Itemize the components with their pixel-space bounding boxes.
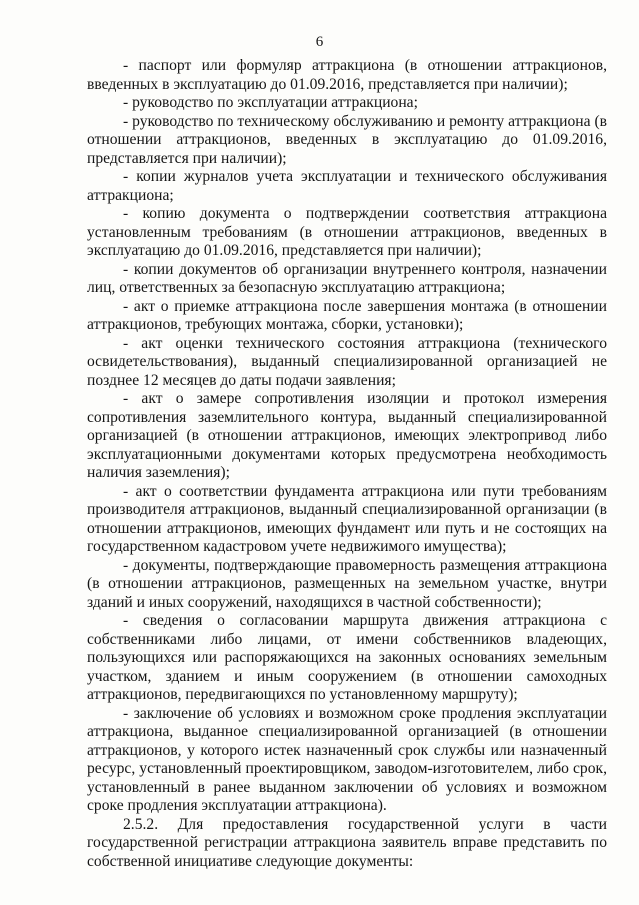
- paragraph-placement-documents: - документы, подтверждающие правомерность размещения аттракциона (в отношении аттракционов, размещенных на земельном участке, внутри зданий и иных сооружений, находящихся в частной собственности);: [87, 556, 607, 611]
- paragraph-conformity-document: - копию документа о подтверждении соответствия аттракциона установленным требованиям (в отношении аттракционов, введенных в эксплуатацию до 01.09.2016, представляется при наличии);: [87, 205, 607, 259]
- paragraph-passport: - паспорт или формуляр аттракциона (в отношении аттракционов, введенных в эксплуатацию до 01.09.2016, представляется при наличии);: [87, 57, 607, 93]
- paragraph-maintenance-manual: - руководство по техническому обслуживанию и ремонту аттракциона (в отношении аттракционов, введенных в эксплуатацию до 01.09.2016, представляется при наличии);: [87, 112, 607, 167]
- paragraph-internal-control: - копии документов об организации внутреннего контроля, назначении лиц, ответственных за безопасную эксплуатацию аттракциона;: [87, 260, 607, 296]
- paragraph-section-2-5-2: 2.5.2. Для предоставления государственной услуги в части государственной регистрации аттракциона заявитель вправе представить по собственной инициативе следующие документы:: [87, 815, 607, 870]
- paragraph-route-approval: - сведения о согласовании маршрута движения аттракциона с собственниками либо лицами, от имени собственников владеющих, пользующихся или распоряжающихся на законных основаниях земельным участком, зданием и иным сооружением (в отношении самоходных аттракционов, передвигающихся по установленному маршруту);: [87, 612, 607, 703]
- paragraph-foundation-act: - акт о соответствии фундамента аттракциона или пути требованиям производителя аттракционов, выданный специализированной организации (в отношении аттракционов, имеющих фундамент или путь и не состоящих на государственном кадастровом учете недвижимого имущества);: [87, 482, 607, 555]
- paragraph-acceptance-act: - акт о приемке аттракциона после завершения монтажа (в отношении аттракционов, требующих монтажа, сборки, установки);: [87, 297, 607, 333]
- paragraph-logbooks: - копии журналов учета эксплуатации и технического обслуживания аттракциона;: [87, 168, 607, 204]
- paragraph-operation-manual: - руководство по эксплуатации аттракциона;: [123, 94, 418, 111]
- paragraph-insulation-act: - акт о замере сопротивления изоляции и протокол измерения сопротивления заземлительного контура, выданный специализированной организацией (в отношении аттракционов, имеющих электропривод либо эксплуатационными документами которых предусмотрена необходимость наличия заземления);: [87, 390, 607, 481]
- page-number: 6: [315, 34, 324, 50]
- document-body: [87, 57, 607, 871]
- paragraph-technical-assessment: - акт оценки технического состояния аттракциона (технического освидетельствования), выданный специализированной организацией не позднее 12 месяцев до даты подачи заявления;: [87, 334, 607, 389]
- paragraph-extension-conclusion: - заключение об условиях и возможном сроке продления эксплуатации аттракциона, выданное специализированной организацией (в отношении аттракционов, у которого истек назначенный срок службы или назначенный ресурс, установленный проектировщиком, заводом-изготовителем, либо срок, установленный в ранее выданном заключении об условиях и возможном сроке продления эксплуатации аттракциона).: [87, 704, 607, 814]
